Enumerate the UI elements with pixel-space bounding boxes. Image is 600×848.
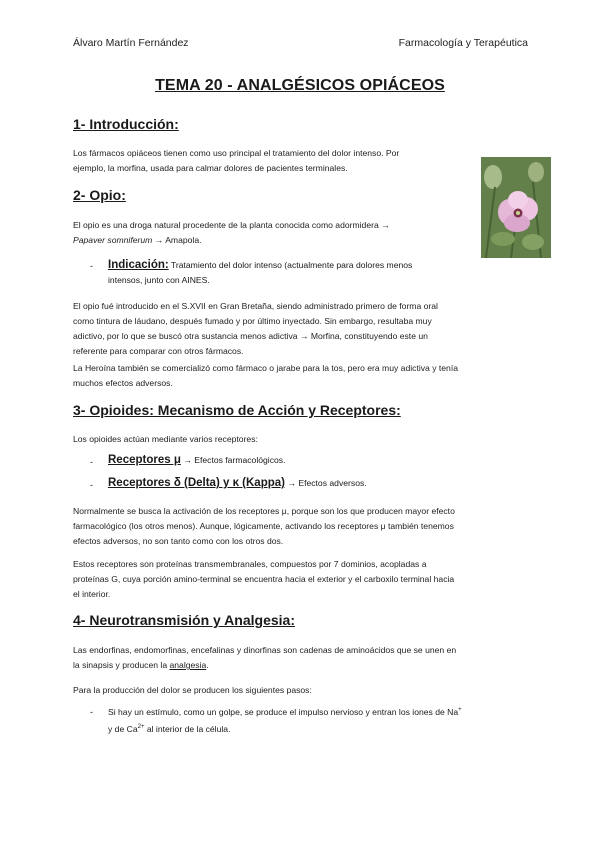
text-line: [108, 703, 462, 720]
opio-paragraph-2: [73, 299, 438, 359]
text-fragment: Tratamiento del dolor intenso (actualmente para dolores menos: [168, 260, 413, 270]
opio-paragraph-1: [73, 218, 390, 248]
text-fragment: → Amapola.: [152, 235, 202, 245]
heading-opio: 2- Opio:: [73, 187, 126, 203]
receptores-paragraph-1: [73, 504, 455, 549]
text-fragment: .: [206, 660, 209, 670]
header-subject: Farmacología y Terapéutica: [398, 37, 528, 49]
text-line: Normalmente se busca la activación de los receptores μ, porque son los que producen mayor efecto: [73, 506, 455, 516]
receptor-mu-item: [108, 453, 285, 468]
text-line: muchos efectos adversos.: [73, 378, 173, 388]
receptor-delta-kappa-item: [108, 476, 367, 491]
poppy-flower-image: [481, 157, 551, 258]
indicacion-item: [108, 258, 412, 288]
text-line: Las endorfinas, endomorfinas, encefalinas y dinorfinas son cadenas de aminoácidos que se unen en: [73, 645, 457, 655]
receptores-paragraph-2: [73, 557, 454, 602]
dolor-step-1: [108, 703, 462, 737]
superscript: +: [458, 707, 462, 713]
document-title: TEMA 20 - ANALGÉSICOS OPIÁCEOS: [155, 77, 445, 94]
bullet-dash: -: [90, 261, 93, 271]
bullet-dash: -: [90, 480, 93, 490]
neurotransmision-paragraph-2: Para la producción del dolor se producen los siguientes pasos:: [73, 685, 312, 695]
neurotransmision-paragraph-1: [73, 643, 456, 673]
text-line: efectos adversos, no son tanto como con los otros dos.: [73, 536, 284, 546]
opio-paragraph-3: [73, 361, 458, 391]
text-line: El opio es una droga natural procedente de la planta conocida como adormidera →: [73, 220, 390, 230]
text-fragment: al interior de la célula.: [144, 723, 231, 734]
analgesia-term: analgesia: [169, 660, 207, 670]
text-fragment: la sinapsis y producen la: [73, 660, 170, 670]
text-line: [73, 658, 456, 673]
receptor-mu-label: Receptores μ: [108, 454, 181, 466]
text-fragment: Si hay un estímulo, como un golpe, se produce el impulso nervioso y entran los iones de Na: [108, 706, 459, 717]
text-line: El opio fué introducido en el S.XVII en Gran Bretaña, siendo administrado primero de forma oral: [73, 301, 438, 311]
text-fragment: → Efectos adversos.: [284, 478, 367, 488]
text-fragment: → Efectos farmacológicos.: [180, 455, 286, 465]
text-line: el interior.: [73, 589, 111, 599]
indicacion-label: Indicación:: [108, 259, 169, 271]
superscript: 2+: [137, 723, 145, 730]
text-line: ejemplo, la morfina, usada para calmar dolores de pacientes terminales.: [73, 163, 348, 173]
text-fragment: y de Ca: [108, 723, 138, 734]
text-line: Los fármacos opiáceos tienen como uso principal el tratamiento del dolor intenso. Por: [73, 148, 400, 158]
text-line: proteínas G, cuya porción amino-terminal se encuentra hacia el exterior y el carboxilo terminal hacia: [73, 574, 455, 584]
text-line: [108, 258, 412, 273]
text-line: como tintura de láudano, después fumado y por último inyectado. Sin embargo, resultaba muy: [73, 316, 432, 326]
text-line: referente para comparar con otros fármacos.: [73, 346, 244, 356]
text-line: [108, 720, 462, 737]
header-author: Álvaro Martín Fernández: [73, 37, 189, 49]
bullet-dash: -: [90, 707, 93, 717]
intro-paragraph: [73, 146, 399, 176]
text-line: La Heroína también se comercializó como fármaco o jarabe para la tos, pero era muy adictiva y tenía: [73, 363, 458, 373]
text-line: farmacológico (los otros menos). Aunque, lógicamente, activando los receptores μ también tenemos: [73, 521, 454, 531]
bullet-dash: -: [90, 457, 93, 467]
text-line: Estos receptores son proteínas transmembranales, compuestos por 7 dominios, acopladas a: [73, 559, 427, 569]
receptor-delta-kappa-label: Receptores δ (Delta) y κ (Kappa): [108, 477, 285, 489]
heading-introduccion: 1- Introducción:: [73, 116, 179, 132]
text-line: [73, 233, 390, 248]
species-name: Papaver somniferum: [73, 235, 153, 245]
opioides-intro: Los opioides actúan mediante varios receptores:: [73, 434, 258, 444]
heading-neurotransmision: 4- Neurotransmisión y Analgesia:: [73, 612, 295, 628]
text-line: adictivo, por lo que se buscó otra sustancia menos adictiva → Morfina, constituyendo este un: [73, 331, 428, 341]
heading-opioides: 3- Opioides: Mecanismo de Acción y Receptores:: [73, 402, 401, 418]
text-line: intensos, junto con AINES.: [108, 275, 210, 285]
